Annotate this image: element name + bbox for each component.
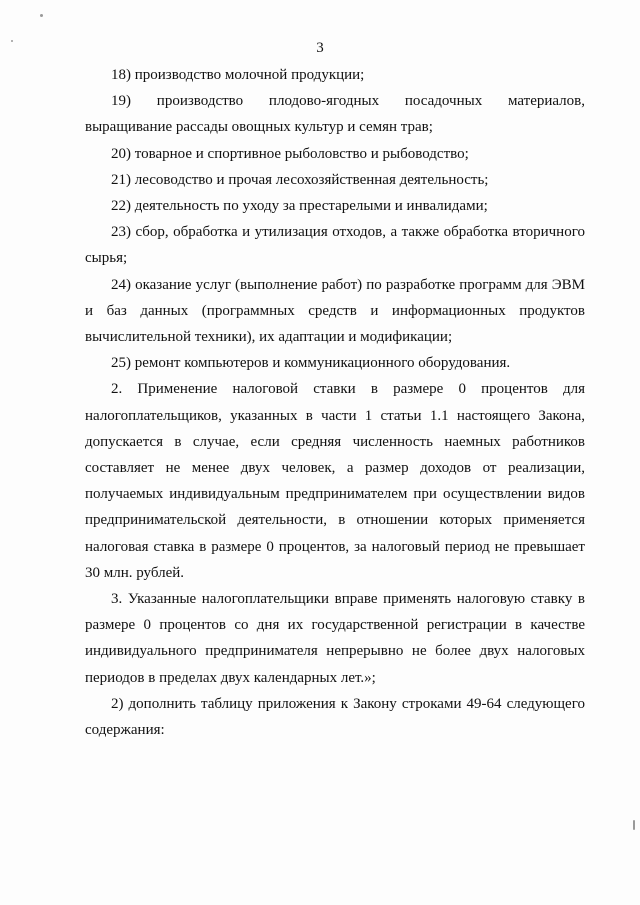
paragraph-item-24: 24) оказание услуг (выполнение работ) по разработке программ для ЭВМ и баз данных (программных средств и информационных продуктов вычислительной техники), их адаптации и модификации; — [85, 276, 585, 346]
paragraph-item-19: 19) производство плодово-ягодных посадочных материалов, выращивание рассады овощных культур и семян трав; — [85, 93, 585, 136]
paragraph-item-25: 25) ремонт компьютеров и коммуникационного оборудования. — [111, 355, 511, 372]
paragraph-item-23: 23) сбор, обработка и утилизация отходов, а также обработка вторичного сырья; — [85, 224, 585, 267]
paragraph-amendment-2: 2) дополнить таблицу приложения к Закону строками 49-64 следующего содержания: — [85, 695, 585, 739]
paragraph-part-3: 3. Указанные налогоплательщики вправе применять налоговую ставку в размере 0 процентов со дня их государственной регистрации в качестве индивидуального предпринимателя непрерывно не более двух налоговых периодов в пределах двух календарных лет.»; — [85, 591, 585, 686]
page-number: 3 — [316, 40, 324, 56]
paragraph-item-21: 21) лесоводство и прочая лесохозяйственная деятельность; — [111, 171, 489, 188]
paragraph-item-22: 22) деятельность по уходу за престарелыми и инвалидами; — [111, 198, 488, 215]
scan-speck — [633, 820, 635, 830]
scan-speck — [40, 14, 43, 17]
document-body — [85, 62, 585, 743]
paragraph-part-2: 2. Применение налоговой ставки в размере 0 процентов для налогоплательщиков, указанных в части 1 статьи 1.1 настоящего Закона, допускается в случае, если средняя численность наемных работников составляет не менее двух человек, а размер доходов от реализации, получаемых индивидуальным предпринимателем при осуществлении видов предпринимательской деятельности, в отношении которых применяется налоговая ставка в размере 0 процентов, за налоговый период не превышает 30 млн. рублей. — [85, 381, 585, 581]
paragraph-item-20: 20) товарное и спортивное рыболовство и рыбоводство; — [111, 145, 469, 162]
paragraph-item-18: 18) производство молочной продукции; — [111, 67, 365, 83]
